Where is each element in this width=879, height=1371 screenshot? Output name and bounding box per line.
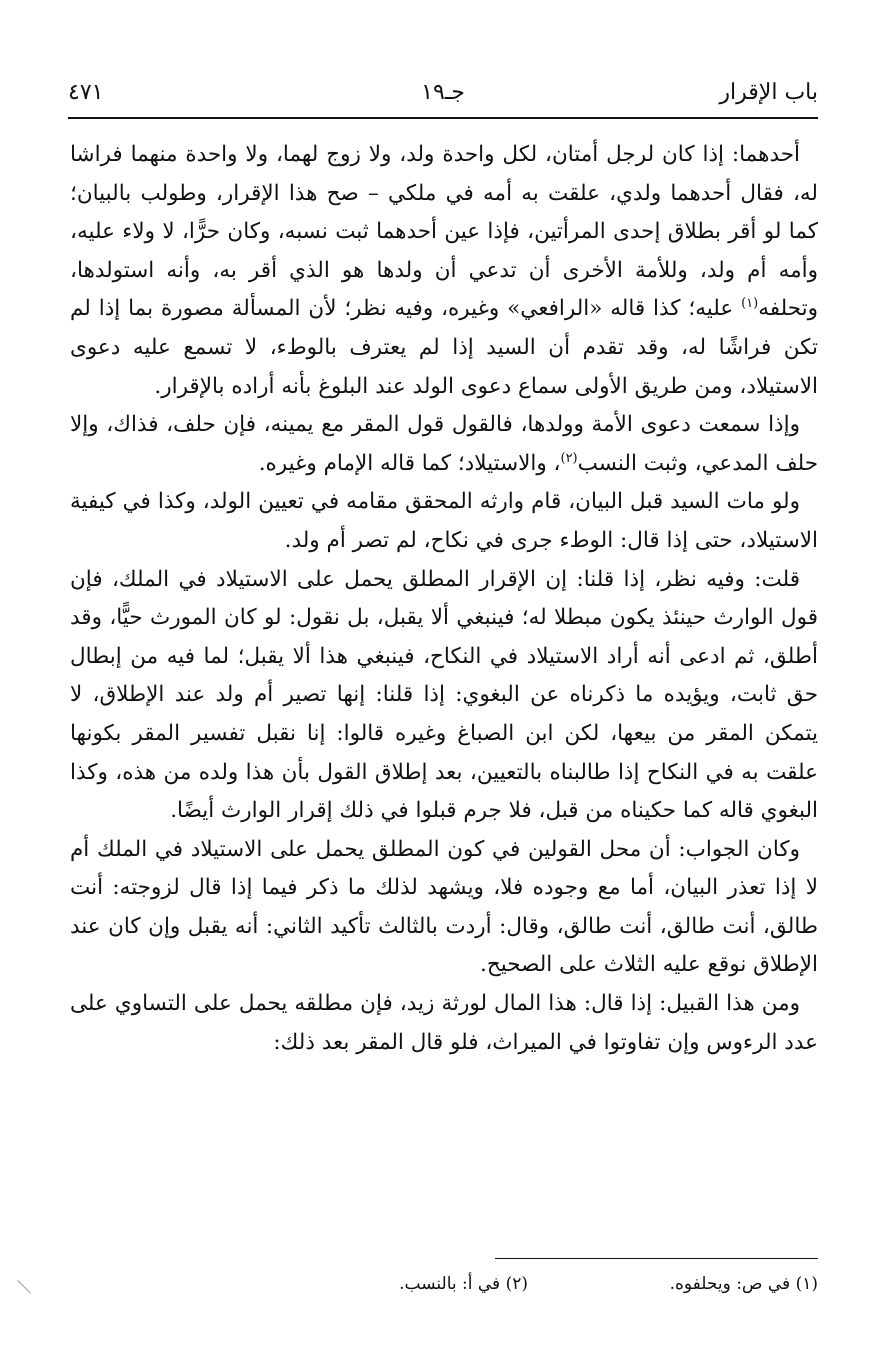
paragraph-text: أحدهما: إذا كان لرجل أمتان، لكل واحدة ولد، ولا زوج لهما، ولا واحدة منهما فراشا له، فقال أحدهما ولدي، علقت به أمه في ملكي – صح هذا الإقرار، وطولب بالبيان؛ كما لو أقر بطلاق إحدى المرأتين، فإذا عين أحدهما ثبت نسبه، وكان حرًّا، لا ولاء عليه، وأمه أم ولد، وللأمة الأخرى أن تدعي أن ولدها هو الذي أقر به، وأنه استولدها، وتحلفه [70, 142, 818, 322]
paragraph-text: ، والاستيلاد؛ كما قاله الإمام وغيره. [258, 450, 561, 476]
page-number: ٤٧١ [68, 80, 104, 105]
footnote-ref: (٢) [560, 450, 578, 466]
paragraph-text: وإذا سمعت دعوى الأمة وولدها، فالقول قول المقر مع يمينه، فإن حلف، فذاك، وإلا حلف المدعي، وثبت النسب [70, 412, 818, 476]
paragraph: وكان الجواب: أن محل القولين في كون المطلق يحمل على الاستيلاد في الملك أم لا إذا تعذر البيان، أما مع وجوده فلا، ويشهد لذلك ما ذكر فيما إذا قال لزوجته: أنت طالق، أنت طالق، أنت طالق، وقال: أردت بالثالث تأكيد الثاني: أنه يقبل وإن كان عند الإطلاق نوقع عليه الثلاث على الصحيح. [70, 836, 818, 978]
paragraph [70, 406, 818, 483]
scan-mark [17, 1280, 30, 1293]
paragraph: قلت: وفيه نظر، إذا قلنا: إن الإقرار المطلق يحمل على الاستيلاد في الملك، فإن قول الوارث حينئذ يكون مبطلا له؛ فينبغي ألا يقبل، بل نقول: لو كان المورث حيًّا، وقد أطلق، ثم ادعى أنه أراد الاستيلاد في النكاح، فينبغي هذا ألا يقبل؛ لما فيه من إبطال حق ثابت، ويؤيده ما ذكرناه عن البغوي: إذا قلنا: إنها تصير أم ولد عند الإطلاق، لا يتمكن المقر من بيعها، لكن ابن الصباغ وغيره قالوا: إنا نقبل تفسير المقر بكونها علقت به في النكاح إذا طالبناه بالتعيين، بعد إطلاق القول بأن هذا ولده من هذه، وكذا البغوي قاله كما حكيناه من قبل، فلا جرم قبلوا في ذلك إقرار الوارث أيضًا. [70, 566, 818, 824]
paragraph: ومن هذا القبيل: إذا قال: هذا المال لورثة زيد، فإن مطلقه يحمل على التساوي على عدد الرءوس وإن تفاوتوا في الميراث، فلو قال المقر بعد ذلك: [70, 991, 818, 1055]
header-divider [68, 117, 818, 119]
body-text [70, 136, 818, 1062]
page-header [68, 80, 818, 116]
footnote: (٢) في أ: بالنسب. [399, 1274, 528, 1294]
chapter-title: باب الإقرار [719, 80, 818, 105]
paragraph: ولو مات السيد قبل البيان، قام وارثه المحقق مقامه في تعيين الولد، وكذا في كيفية الاستيلاد، حتى إذا قال: الوطء جرى في نكاح، لم تصر أم ولد. [70, 489, 818, 553]
paragraph-text: عليه؛ كذا قاله «الرافعي» وغيره، وفيه نظر؛ لأن المسألة مصورة بما إذا لم تكن فراشًا له، وقد تقدم أن السيد إذا لم يعترف بالوطء، لا تسمع عليه دعوى الاستيلاد، ومن طريق الأولى سماع دعوى الولد عند البلوغ بأنه أراده بالإقرار. [70, 296, 818, 399]
footnote: (١) في ص: ويحلفوه. [669, 1274, 818, 1294]
volume-label: جـ١٩ [421, 80, 465, 105]
paragraph [70, 136, 818, 406]
footnote-ref: (١) [741, 296, 759, 312]
footnote-divider [495, 1258, 818, 1259]
